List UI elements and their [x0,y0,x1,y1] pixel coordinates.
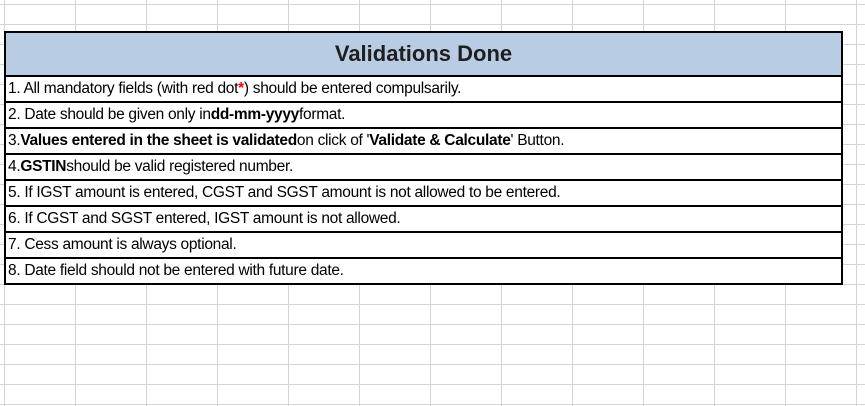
validations-panel [4,31,843,285]
gstin-emphasis: GSTIN [20,158,67,175]
validations-title: Validations Done [6,33,841,77]
required-asterisk: * [238,80,244,97]
validate-calculate-emphasis: Validate & Calculate [369,132,511,149]
validation-row-2: 2. Date should be given only in dd-mm-yyyy format. [6,103,841,129]
validation-row-8: 8. Date field should not be entered with future date. [8,262,344,279]
values-validated-emphasis: Values entered in the sheet is validated [20,132,297,149]
validation-row-5: 5. If IGST amount is entered, CGST and SGST amount is not allowed to be entered. [6,181,841,207]
validation-row-1: 1. All mandatory fields (with red dot * ) should be entered compulsarily. [6,77,841,103]
validation-row-6: 6. If CGST and SGST entered, IGST amount is not allowed. [6,207,841,233]
validation-row-4: 4. GSTIN should be valid registered number. [6,155,841,181]
date-format-emphasis: dd-mm-yyyy [210,106,299,123]
validation-row-3: 3. Values entered in the sheet is validated on click of ' Validate & Calculate ' Button. [6,129,841,155]
validation-row-7: 7. Cess amount is always optional. [6,233,841,259]
